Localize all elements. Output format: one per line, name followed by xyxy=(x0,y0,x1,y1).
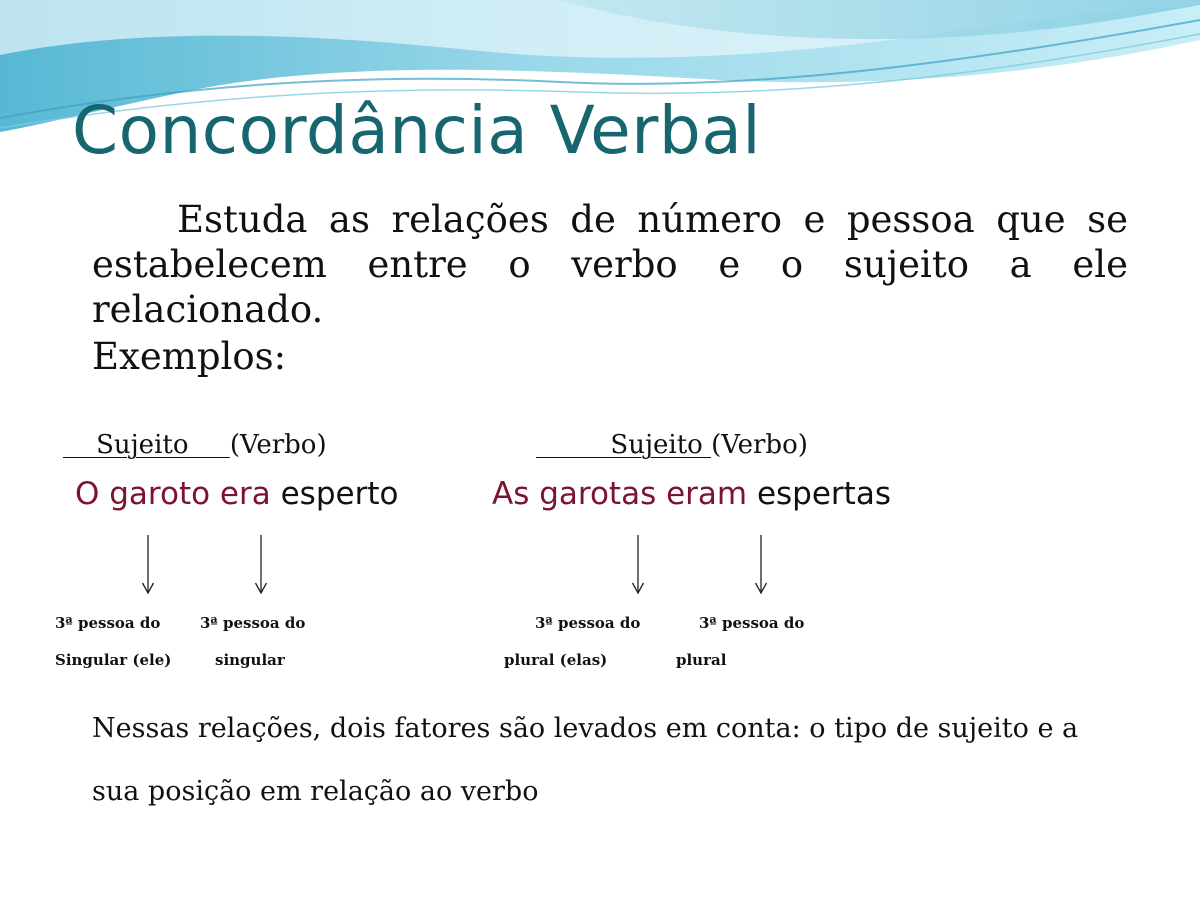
example-2-subject-label: Sujeito xyxy=(610,430,703,460)
slide-title: Concordância Verbal xyxy=(72,92,762,169)
footer-paragraph: Nessas relações, dois fatores são levados em conta: o tipo de sujeito e a sua posição em relação ao verbo xyxy=(92,713,1079,807)
down-arrow-icon xyxy=(755,535,767,595)
example-1-note-2-line-2: singular xyxy=(215,651,285,669)
example-2-verb-label: (Verbo) xyxy=(711,430,808,460)
example-1-sentence xyxy=(75,474,398,514)
example-1-labels xyxy=(63,428,327,462)
examples-heading: Exemplos: xyxy=(92,335,287,378)
example-1-note-1-line-2: Singular (ele) xyxy=(55,651,172,669)
example-1-subject-label: Sujeito xyxy=(96,430,189,460)
example-1-note-1-line-1: 3ª pessoa do xyxy=(55,614,161,632)
example-2-predicate: espertas xyxy=(747,476,891,512)
example-1-predicate: esperto xyxy=(270,476,399,512)
example-2-note-2-line-2: plural xyxy=(676,651,727,669)
example-1-subject-verb: O garoto era xyxy=(75,476,271,512)
example-2-labels xyxy=(536,428,808,462)
example-2-sentence xyxy=(492,474,891,514)
example-2-note-1-line-2: plural (elas) xyxy=(504,651,608,669)
example-1-verb-label: (Verbo) xyxy=(229,430,327,460)
down-arrow-icon xyxy=(142,535,154,595)
example-2-subject-verb: As garotas eram xyxy=(492,476,748,512)
down-arrow-icon xyxy=(255,535,267,595)
example-2-note-1-line-1: 3ª pessoa do xyxy=(535,614,641,632)
example-1-note-2-line-1: 3ª pessoa do xyxy=(200,614,306,632)
down-arrow-icon xyxy=(632,535,644,595)
example-2-note-2-line-1: 3ª pessoa do xyxy=(699,614,805,632)
intro-paragraph: Estuda as relações de número e pessoa que se estabelecem entre o verbo e o sujeito a ele relacionado. xyxy=(92,198,1128,331)
